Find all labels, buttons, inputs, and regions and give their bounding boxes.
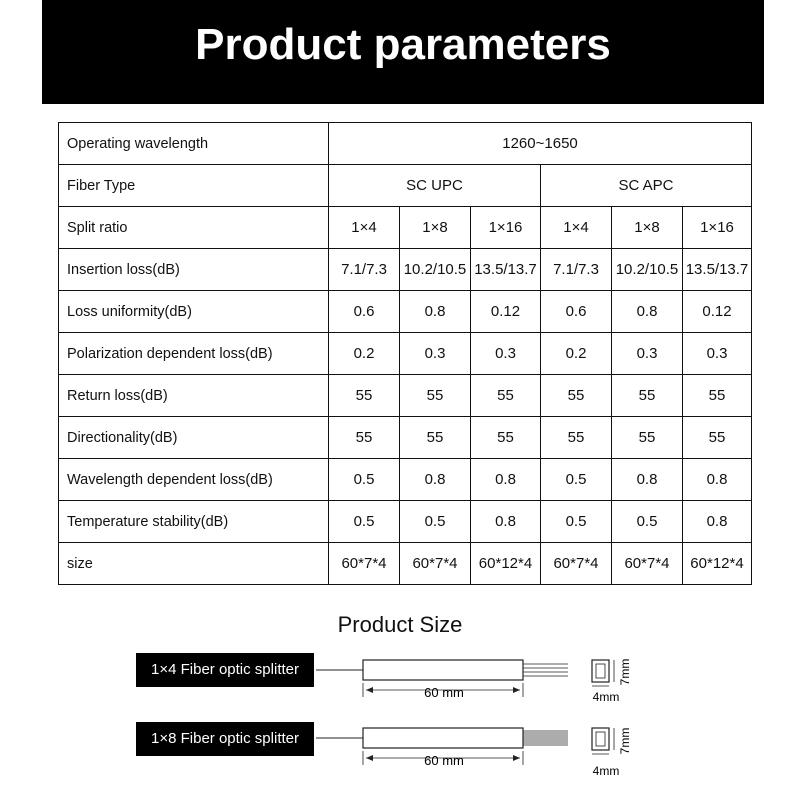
table-row [59,207,752,249]
table-cell: 55 [683,375,752,417]
table-row [59,501,752,543]
table-row [59,375,752,417]
row-label: Insertion loss(dB) [59,249,329,291]
row-label: Split ratio [59,207,329,249]
table-cell: 0.3 [400,333,471,375]
row-label: Loss uniformity(dB) [59,291,329,333]
table-cell: 55 [329,375,400,417]
table-row [59,543,752,585]
table-cell: 13.5/13.7 [683,249,752,291]
table-cell: 60*7*4 [541,543,612,585]
splitter-1x8-width: 4mm [592,764,620,778]
table-cell: 55 [612,417,683,459]
table-cell: 0.8 [683,501,752,543]
table-cell: 60*12*4 [471,543,541,585]
table-cell: 7.1/7.3 [541,249,612,291]
table-cell: 0.5 [329,501,400,543]
row-label: Directionality(dB) [59,417,329,459]
table-cell: 1×16 [683,207,752,249]
splitter-1x4-height: 7mm [618,658,632,686]
parameters-table [58,122,752,585]
splitter-1x4-drawing [316,660,614,697]
table-cell: 60*12*4 [683,543,752,585]
splitter-1x8-label: 1×8 Fiber optic splitter [136,722,314,756]
table-cell: 55 [400,375,471,417]
table-cell: 55 [471,375,541,417]
table-cell: 0.5 [541,501,612,543]
product-size-title: Product Size [337,612,463,637]
splitter-1x8-height: 7mm [618,727,632,755]
table-cell: 0.2 [541,333,612,375]
table-cell: 0.6 [541,291,612,333]
table-cell: 1×8 [400,207,471,249]
splitter-1x8-length: 60 mm [424,753,464,768]
table-cell: 10.2/10.5 [612,249,683,291]
table-cell: 7.1/7.3 [329,249,400,291]
table-cell: 0.8 [612,459,683,501]
table-cell: 60*7*4 [612,543,683,585]
table-cell: 0.3 [683,333,752,375]
table-row [59,123,752,165]
table-cell: 1×8 [612,207,683,249]
row-label: size [59,543,329,585]
table-cell: 0.8 [471,459,541,501]
table-cell: 55 [541,417,612,459]
table-cell: 60*7*4 [329,543,400,585]
table-cell: 1×4 [541,207,612,249]
table-cell: 0.5 [612,501,683,543]
table-row [59,291,752,333]
row-label: Wavelength dependent loss(dB) [59,459,329,501]
splitter-1x4-length: 60 mm [424,685,464,700]
splitter-1x4-width: 4mm [592,690,620,704]
table-cell: 55 [683,417,752,459]
table-cell: 0.5 [541,459,612,501]
splitter-1x4-label: 1×4 Fiber optic splitter [136,653,314,687]
row-label: Operating wavelength [59,123,329,165]
table-cell: 0.8 [683,459,752,501]
table-cell: 1×16 [471,207,541,249]
product-size-diagram [0,630,800,800]
table-cell: 55 [471,417,541,459]
table-row [59,249,752,291]
table-cell: 60*7*4 [400,543,471,585]
row-label: Temperature stability(dB) [59,501,329,543]
table-cell: 0.8 [400,459,471,501]
table-cell: 55 [329,417,400,459]
page-title: Product parameters [195,20,611,69]
table-cell: 0.5 [329,459,400,501]
table-row [59,459,752,501]
table-cell: 0.3 [612,333,683,375]
table-cell: 0.6 [329,291,400,333]
table-cell: 0.3 [471,333,541,375]
header-banner [42,0,764,104]
row-label: Fiber Type [59,165,329,207]
table-cell: 13.5/13.7 [471,249,541,291]
table-cell: SC UPC [329,165,541,207]
table-cell: 0.5 [400,501,471,543]
row-label: Return loss(dB) [59,375,329,417]
table-cell: 0.8 [471,501,541,543]
splitter-1x8-drawing [316,728,614,765]
table-cell: 10.2/10.5 [400,249,471,291]
table-row [59,333,752,375]
table-cell: 55 [541,375,612,417]
table-cell: 0.12 [471,291,541,333]
table-cell: 0.12 [683,291,752,333]
table-cell: 1×4 [329,207,400,249]
table-cell: SC APC [541,165,752,207]
table-cell: 55 [400,417,471,459]
table-cell: 0.8 [400,291,471,333]
table-cell: 1260~1650 [329,123,752,165]
table-row [59,417,752,459]
table-row [59,165,752,207]
row-label: Polarization dependent loss(dB) [59,333,329,375]
table-cell: 0.8 [612,291,683,333]
table-cell: 55 [612,375,683,417]
table-cell: 0.2 [329,333,400,375]
